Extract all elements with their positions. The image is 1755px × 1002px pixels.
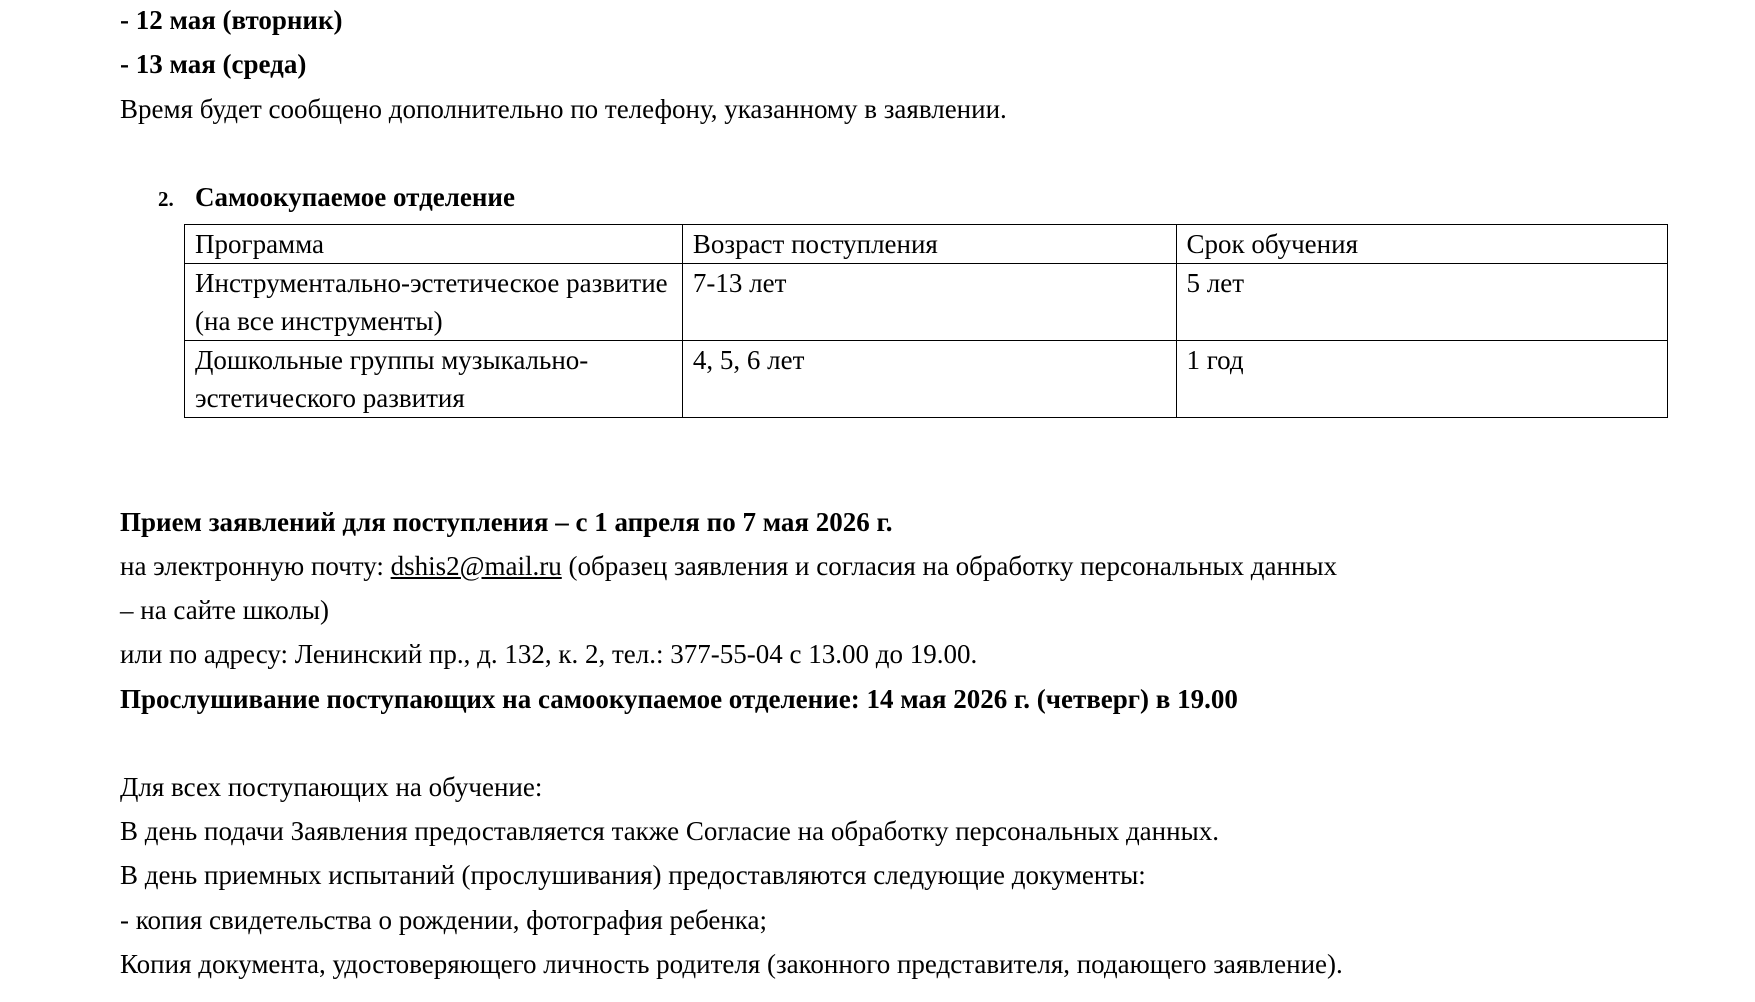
header-age: Возраст поступления	[682, 225, 1176, 264]
table-header-row	[185, 225, 1668, 264]
cell-age: 7-13 лет	[682, 264, 1176, 341]
cell-duration: 1 год	[1176, 341, 1667, 418]
general-line-3: В день приемных испытаний (прослушивания) предоставляются следующие документы:	[120, 860, 1146, 890]
section-number: 2.	[158, 187, 174, 211]
cell-program: Инструментально-эстетическое развитие (на все инструменты)	[185, 264, 683, 341]
section-title: Самоокупаемое отделение	[195, 182, 515, 212]
email-prefix: на электронную почту:	[120, 551, 391, 581]
general-line-4: - копия свидетельства о рождении, фотография ребенка;	[120, 905, 767, 935]
date-may-12: - 12 мая (вторник)	[120, 5, 343, 35]
admission-heading: Прием заявлений для поступления – с 1 апреля по 7 мая 2026 г.	[120, 507, 893, 537]
general-line-2: В день подачи Заявления предоставляется также Согласие на обработку персональных данных.	[120, 816, 1219, 846]
cell-program: Дошкольные группы музыкально-эстетического развития	[185, 341, 683, 418]
header-program: Программа	[185, 225, 683, 264]
audition-info: Прослушивание поступающих на самоокупаемое отделение: 14 мая 2026 г. (четверг) в 19.00	[120, 684, 1238, 714]
section-heading-self-funded	[158, 181, 515, 215]
admission-email-line	[120, 550, 1337, 582]
programs-table	[184, 224, 1668, 418]
email-suffix: (образец заявления и согласия на обработку персональных данных	[561, 551, 1338, 581]
date-may-13: - 13 мая (среда)	[120, 49, 307, 79]
admission-email-line-cont: – на сайте школы)	[120, 595, 329, 625]
general-line-1: Для всех поступающих на обучение:	[120, 772, 543, 802]
time-note: Время будет сообщено дополнительно по телефону, указанному в заявлении.	[120, 94, 1007, 124]
cell-age: 4, 5, 6 лет	[682, 341, 1176, 418]
admission-address: или по адресу: Ленинский пр., д. 132, к. 2, тел.: 377-55-04 с 13.00 до 19.00.	[120, 639, 978, 669]
table-row	[185, 341, 1668, 418]
cell-duration: 5 лет	[1176, 264, 1667, 341]
header-duration: Срок обучения	[1176, 225, 1667, 264]
email-link[interactable]: dshis2@mail.ru	[390, 551, 562, 581]
table-row	[185, 264, 1668, 341]
general-line-5: Копия документа, удостоверяющего личность родителя (законного представителя, подающего заявление).	[120, 949, 1343, 979]
